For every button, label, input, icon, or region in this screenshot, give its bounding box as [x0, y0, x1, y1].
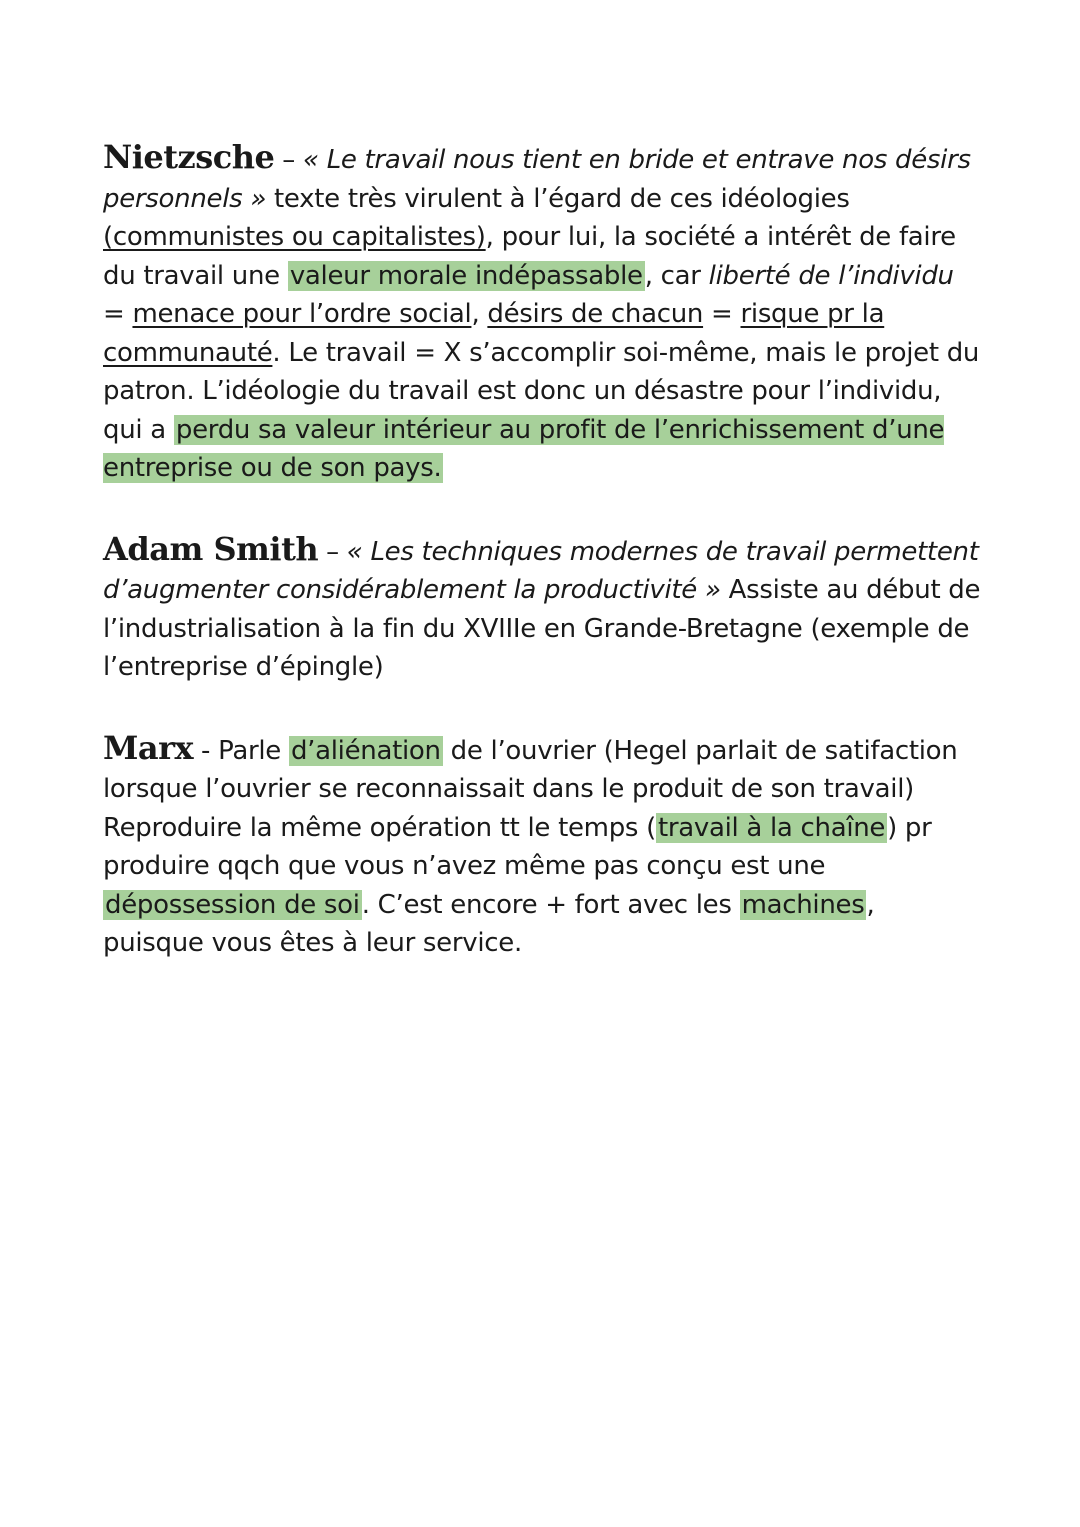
dash: - [193, 735, 219, 766]
author-name: Nietzsche [103, 138, 275, 176]
underlined-text: menace pour l’ordre social [132, 299, 472, 329]
text: . Le travail = X s’accomplir soi-même, mais le projet du patron. L’idéologie du travail est donc un désastre pour l’individu, qui a [103, 337, 980, 445]
highlighted-text: valeur morale indépassable [289, 260, 643, 291]
text: , car [644, 260, 709, 291]
highlighted-text: perdu sa valeur intérieur au profit de l’enrichissement d’une entreprise ou de son pays. [103, 414, 945, 483]
text: . C’est encore + fort avec les [361, 889, 740, 920]
section-nietzsche [103, 138, 983, 488]
underlined-text: risque pr la communauté [103, 299, 885, 368]
text: , pour lui, la société a intérêt de faire du travail une [103, 222, 956, 291]
dash: – [274, 145, 303, 175]
text: , puisque vous êtes à leur service. [103, 889, 875, 958]
highlighted-text: dépossession de soi [105, 889, 360, 920]
text: ) pr produire qqch que vous n’avez même pas conçu est une [103, 812, 932, 881]
underlined-text: désirs de chacun [487, 299, 704, 329]
notes-page [103, 138, 983, 963]
text: = [103, 299, 133, 329]
author-name: Marx [103, 728, 194, 767]
text: de l’ouvrier (Hegel parlait de satifaction lorsque l’ouvrier se reconnaissait dans le produit de son travail) Reproduire la même opération tt le temps ( [103, 735, 958, 843]
text: , [471, 299, 488, 329]
italic-text: liberté de l’individu [708, 260, 954, 291]
section-marx [103, 729, 983, 963]
highlighted-text: machines [741, 889, 865, 920]
text: texte très virulent à l’égard de ces idéologies [266, 183, 850, 214]
quote: « Le travail nous tient en bride et entrave nos désirs personnels » [103, 145, 971, 214]
author-name: Adam Smith [103, 529, 319, 568]
dash: – [318, 536, 347, 567]
text: = [703, 299, 741, 329]
section-adam-smith [103, 530, 983, 687]
underlined-text: (communistes ou capitalistes) [103, 222, 486, 252]
highlighted-text: travail à la chaîne [657, 812, 886, 843]
text: Parle [218, 735, 289, 766]
text: Assiste au début de l’industrialisation à la fin du XVIIIe en Grande-Bretagne (exemple de l’entreprise d’épingle) [103, 575, 981, 682]
quote: « Les techniques modernes de travail permettent d’augmenter considérablement la productivité » [103, 536, 979, 605]
highlighted-text: d’aliénation [290, 735, 441, 766]
